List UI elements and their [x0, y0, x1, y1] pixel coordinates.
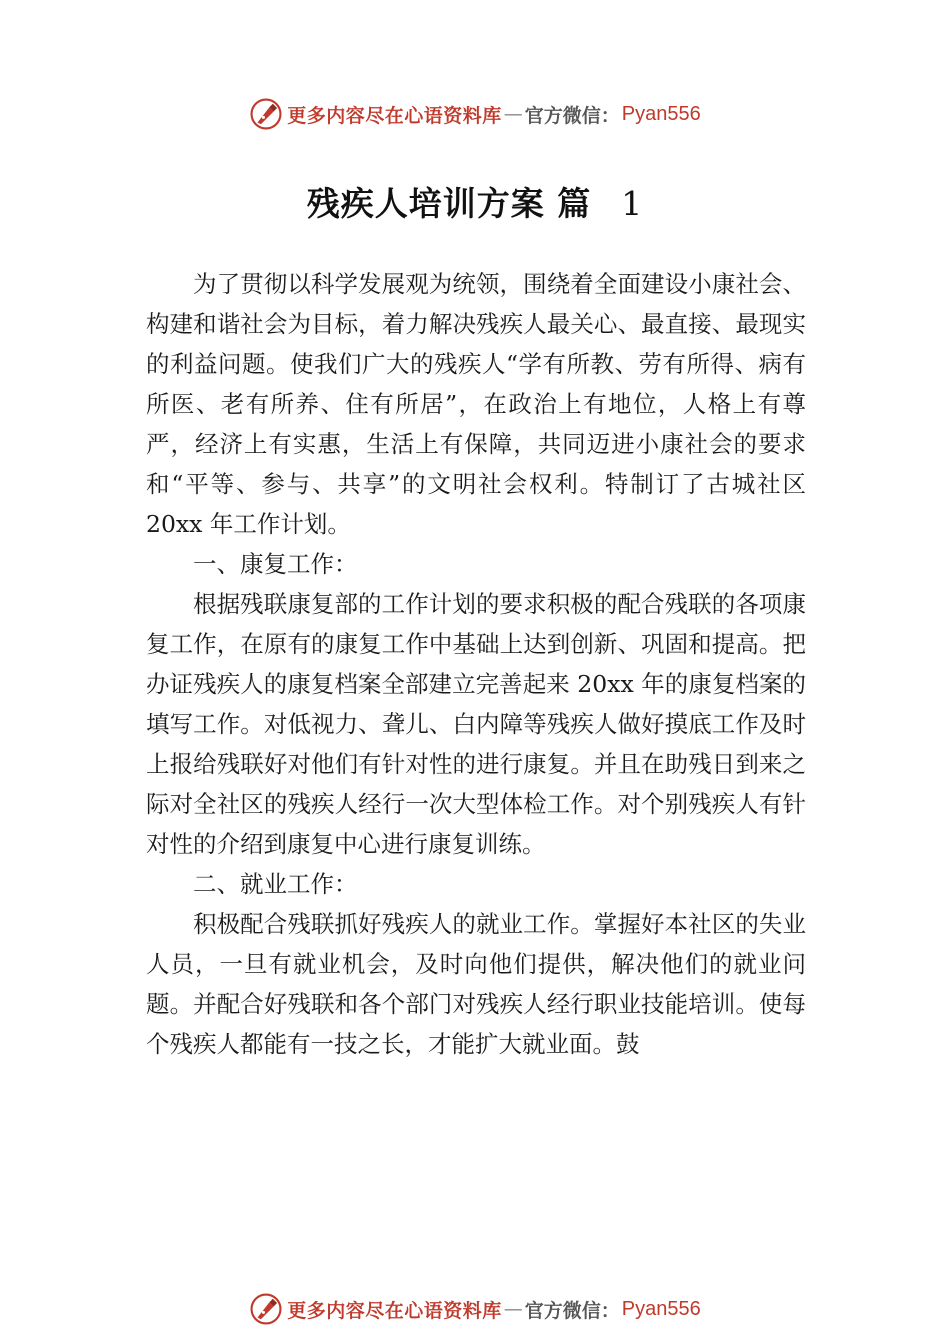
pen-nib-logo-icon — [249, 1292, 283, 1326]
watermark-dash: — — [503, 103, 523, 125]
watermark-wechat-id: Pyan556 — [621, 102, 701, 125]
page-title — [0, 178, 950, 225]
watermark-label: 官方微信： — [524, 104, 620, 127]
footer-watermark — [0, 1289, 950, 1329]
watermark-text: 更多内容尽在心语资料库 — [287, 1299, 502, 1322]
pen-nib-logo-icon — [249, 97, 283, 131]
watermark-dash: — — [503, 1298, 523, 1320]
watermark-wechat-id: Pyan556 — [621, 1297, 701, 1320]
watermark-label: 官方微信： — [524, 1299, 620, 1322]
page-title-main: 残疾人培训方案 篇 — [306, 184, 592, 223]
page-title-number: 1 — [621, 184, 644, 223]
paragraph-rehabilitation: 根据残联康复部的工作计划的要求积极的配合残联的各项康复工作，在原有的康复工作中基础上达到创新、巩固和提高。把办证残疾人的康复档案全部建立完善起来 20xx 年的康复档案的填写工作。对低视力、聋儿、白内障等残疾人做好摸底工作及时上报给残联好对他们有针对性的进行康复。并且在助残日到来之际对全社区的残疾人经行一次大型体检工作。对个别残疾人有针对性的介绍到康复中心进行康复训练。 — [146, 590, 806, 858]
section-heading-employment: 二、就业工作： — [193, 870, 358, 898]
document-body — [146, 264, 806, 1064]
paragraph-employment: 积极配合残联抓好残疾人的就业工作。掌握好本社区的失业人员，一旦有就业机会，及时向他们提供，解决他们的就业问题。并配合好残联和各个部门对残疾人经行职业技能培训。使每个残疾人都能有一技之长，才能扩大就业面。鼓 — [146, 910, 806, 1058]
watermark-text: 更多内容尽在心语资料库 — [287, 104, 502, 127]
section-heading-rehabilitation: 一、康复工作： — [193, 550, 358, 578]
paragraph-intro: 为了贯彻以科学发展观为统领，围绕着全面建设小康社会、构建和谐社会为目标，着力解决残疾人最关心、最直接、最现实的利益问题。使我们广大的残疾人“学有所教、劳有所得、病有所医、老有所养、住有所居”，在政治上有地位，人格上有尊严，经济上有实惠，生活上有保障，共同迈进小康社会的要求和“平等、参与、共享”的文明社会权利。特制订了古城社区 20xx 年工作计划。 — [146, 270, 806, 538]
header-watermark — [0, 94, 950, 134]
